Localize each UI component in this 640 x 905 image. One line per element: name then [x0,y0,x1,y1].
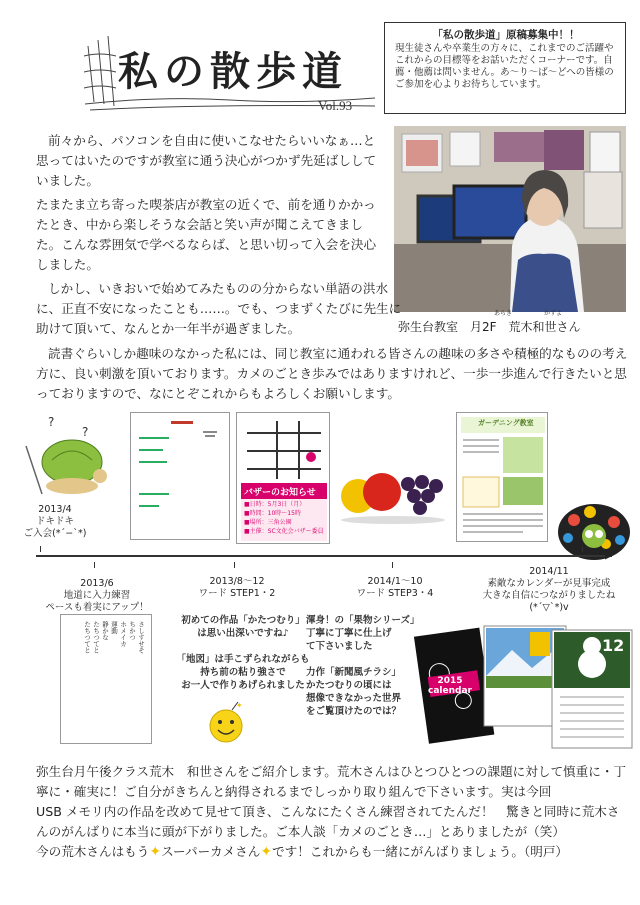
timeline-event: 2013/4 ドキドキ ご入会(*´−`*) [23,504,87,539]
ruby-surname: あらき [494,310,513,317]
flyer-title: バザーのお知らせ [244,488,316,498]
timeline-tick [94,562,95,568]
closing-line: 今の荒木さんはもう✦スーパーカメさん✦です！これからも一緒にがんばりましょう。（明戸） [36,844,569,860]
calendar-month: 12 [602,636,625,655]
ruby-given: かずよ [544,310,563,317]
flyer-details: ■日時：5月3日（月） ■時間：10時～15時 ■場所：三角公園 ■主催：SC文化会バザー委員 [244,501,324,535]
article-paragraph: しかし、いきおいで始めてみたものの分からない単語の洪水に、正直不安になったことも……。でも、つまずくたびに先生に助けて頂いて、なんとか一年半が過ぎました。 [36,281,402,336]
timeline-axis [36,555,612,557]
turtle-hat-illustration [22,412,108,496]
timeline-tick [582,546,583,552]
sparkle-icon: ✦ [260,844,273,860]
volume-number: Vol.93 [318,98,353,113]
closing-line: USB メモリ内の作品を改めて見せて頂き、こんなにたくさん練習されてたんだ！ 驚きと同時に荒木さんのがんばりに本当に頭が下がりました。ご本人談「カメのごとき…」とありましたが（笑） [36,804,620,839]
timeline-event: 2013/6 地道に入力練習 ペースも着実にアップ！ [45,578,149,613]
highlight-text: スーパーカメさん [161,844,261,859]
closing-message [36,762,630,862]
timeline-tick [392,562,393,568]
timeline-event: 2014/1～10 ワード STEP3・4 [356,576,434,599]
article-paragraph: 前々から、パソコンを自由に使いこなせたらいいなぁ…と思ってはいたのですが教室に通う決心がつかず先延ばししていました。 [36,133,377,188]
sparkle-icon: ✦ [149,844,162,860]
article-paragraph: 読書ぐらいしか趣味のなかった私には、同じ教室に通われる皆さんの趣味の多さや積極的なものの考え方に、良い刺激を頂いております。カメのごとき歩みではありますけれど、一歩一歩進んで行きたいと思っておりますので、なにとぞこれからもよろしくお願いします。 [36,346,628,401]
closing-line: 弥生台月午後クラス荒木 和世さんをご紹介します。荒木さんはひとつひとつの課題に対して慎重に・丁寧に・確実に！ご自分がきちんと納得されるまでしっかり取り組んで下さいます。実は今回 [36,764,627,799]
timeline-event: 2013/8～12 ワード STEP1・2 [198,576,276,599]
recruit-body: 現生徒さんや卒業生の方々に、これまでのご活躍やこれからの目標等をお話いただくコーナーです。自薦・他薦は問いません。あ～り～ば～どへの皆様のご参加を心よりお待ちしています。 [395,43,614,90]
calendar-month: 7 [536,630,552,655]
newsletter-thumbnail [456,412,548,542]
document-thumbnail [130,412,230,540]
comment-bubble: 渾身！の「果物シリーズ」 丁寧に丁寧に仕上げ て下さいました 力作「新聞風チラシ」 かたつむりの頃には 想像できなかった世界 をご覧頂けたのでは？ [306,615,420,717]
portrait-photo [394,126,626,312]
timeline-arrow-icon: ▶ [605,547,615,561]
smiley-face-icon [206,700,246,744]
calendar-label: 2015 calendar [428,676,472,696]
recruit-notice [384,22,626,114]
timeline-tick [40,546,41,552]
svg-text:✦: ✦ [236,701,243,710]
svg-text:?: ? [82,425,89,439]
timeline-event: 2014/11 素敵なカレンダーが見事完成 大きな自信につながりましたね (*´▽`*)v [482,566,616,613]
article-paragraph: たまたま立ち寄った喫茶店が教室の近くで、前を通りかかったとき、中から楽しそうな会話と笑い声が聞こえてきました。こんな雰囲気で学べるならば、と思い切って入会を決心しました。 [36,197,377,272]
newsletter-title: ガーデニング教室 [478,419,534,427]
page-title: 私の散歩道 [118,48,348,95]
svg-text:?: ? [48,415,55,429]
fruit-illustration [338,456,448,524]
photo-caption: 弥生台教室 月2F 荒木和世さん [398,320,581,334]
timeline-tick [234,562,235,568]
typing-practice-thumbnail: さしすせそ ちかつ ホメイカ 運動 静かな たちつてと たちつてと [60,614,152,744]
comment-bubble: 初めての作品「かたつむり」 は思い出深いですね♪ 「地図」は手こずられながらも 持ち前の粘り強さで お一人で作りあげられました [176,615,310,691]
recruit-title: 「私の散歩道」原稿募集中！！ [432,29,580,41]
